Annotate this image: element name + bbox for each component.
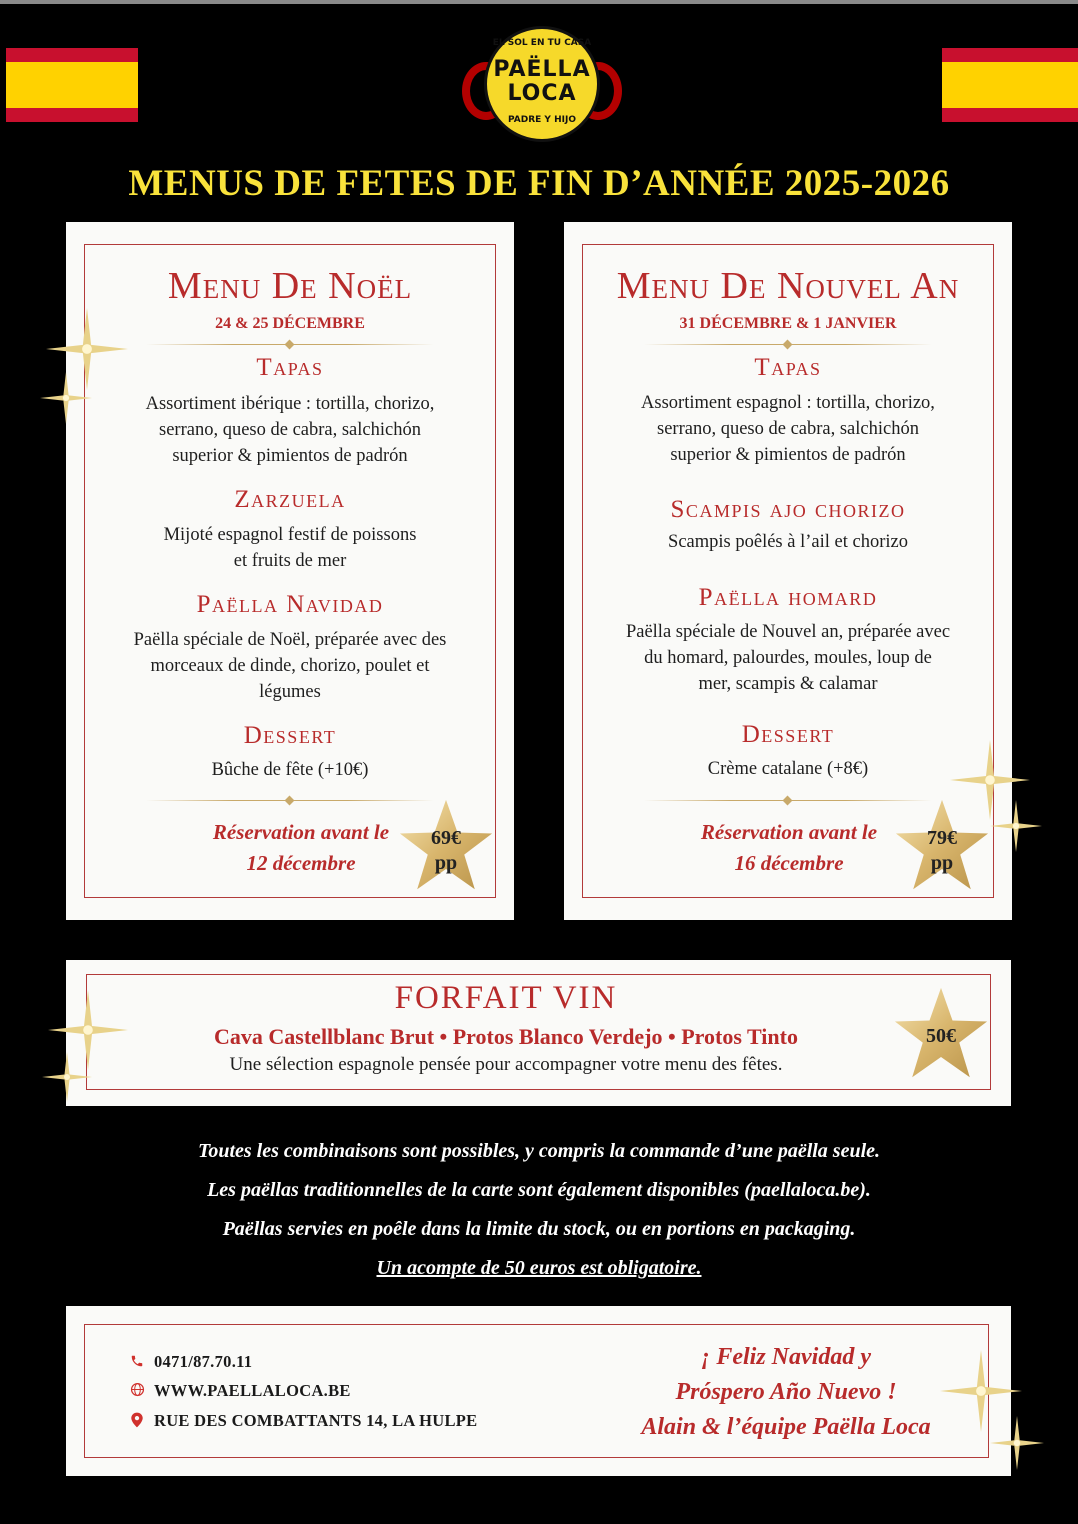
section-desc-tapas: Assortiment espagnol : tortilla, chorizo, serrano, queso de cabra, salchichón superior & pimientos de padrón	[641, 393, 935, 465]
note-line: Toutes les combinaisons sont possibles, y compris la commande d’une paëlla seule.	[197, 1140, 881, 1162]
price-value: 69€	[431, 827, 461, 849]
contact-phone	[130, 1352, 252, 1373]
note-line: Paëllas servies en poêle dans la limite du stock, ou en portions en packaging.	[222, 1218, 856, 1240]
price-unit: pp	[434, 852, 458, 874]
globe-icon	[130, 1382, 146, 1402]
reservation-deadline: Réservation avant le 16 décembre	[700, 820, 878, 875]
section-desc-dessert: Crème catalane (+8€)	[707, 759, 869, 779]
section-title-paella-navidad: Paëlla Navidad	[196, 591, 384, 618]
section-desc-tapas: Assortiment ibérique : tortilla, chorizo, serrano, queso de cabra, salchichón superior & pimientos de padrón	[145, 394, 435, 466]
price-star-badge	[398, 798, 494, 894]
reservation-deadline: Réservation avant le 12 décembre	[212, 820, 390, 875]
divider	[644, 344, 932, 345]
contact-address	[130, 1411, 477, 1433]
sparkle-icon	[990, 1416, 1044, 1470]
section-title-dessert: Dessert	[243, 722, 337, 749]
section-title-zarzuela: Zarzuela	[234, 486, 346, 513]
logo-name-line2: LOCA	[507, 81, 577, 106]
website-link[interactable]: WWW.PAELLALOCA.BE	[154, 1381, 351, 1400]
address-text: RUE DES COMBATTANTS 14, LA HULPE	[154, 1411, 478, 1430]
note-line: Les paëllas traditionnelles de la carte sont également disponibles (paellaloca.be).	[207, 1179, 871, 1201]
sparkle-icon	[40, 372, 92, 424]
wine-subtitle: Une sélection espagnole pensée pour accompagner votre menu des fêtes.	[229, 1054, 783, 1075]
section-title-dessert: Dessert	[741, 721, 835, 748]
section-desc-scampis: Scampis poêlés à l’ail et chorizo	[668, 532, 908, 552]
divider	[644, 800, 932, 801]
spain-flag-right	[942, 48, 1078, 122]
menu-noel-title: Menu De Noël	[167, 265, 413, 307]
phone-number[interactable]: 0471/87.70.11	[154, 1352, 253, 1371]
location-pin-icon	[130, 1412, 146, 1433]
greeting: ¡ Feliz Navidad y Próspero Año Nuevo ! Alain & l’équipe Paëlla Loca	[641, 1344, 931, 1440]
wine-title: FORFAIT VIN	[394, 980, 618, 1016]
section-title-scampis: Scampis ajo chorizo	[670, 496, 906, 523]
wine-list: Cava Castellblanc Brut • Protos Blanco Verdejo • Protos Tinto	[214, 1024, 798, 1049]
sparkle-icon	[42, 1052, 92, 1102]
section-title-paella-homard: Paëlla homard	[698, 584, 878, 611]
menu-noel-date: 24 & 25 DÉCEMBRE	[215, 315, 365, 332]
paella-loca-logo	[462, 26, 622, 142]
phone-icon	[130, 1353, 146, 1373]
price-value: 79€	[927, 827, 957, 849]
sparkle-icon	[990, 800, 1042, 852]
menu-nouvel-an-card	[564, 222, 1012, 920]
section-desc-dessert: Bûche de fête (+10€)	[211, 760, 369, 780]
section-desc-paella-homard: Paëlla spéciale de Nouvel an, préparée avec du homard, palourdes, moules, loup de mer, scampis & calamar	[625, 622, 951, 694]
section-desc-zarzuela: Mijoté espagnol festif de poissons et fruits de mer	[163, 525, 417, 571]
menu-nouvel-an-title: Menu De Nouvel An	[616, 265, 960, 307]
price-unit: pp	[930, 852, 954, 874]
section-title-tapas: Tapas	[754, 354, 822, 381]
logo-top-text: EL SOL EN TU CASA	[492, 38, 592, 48]
page-title: MENUS DE FETES DE FIN D’ANNÉE 2025-2026	[128, 163, 950, 204]
divider	[146, 344, 434, 345]
menu-nouvel-an-date: 31 DÉCEMBRE & 1 JANVIER	[679, 315, 897, 332]
deposit-note: Un acompte de 50 euros est obligatoire.	[376, 1257, 702, 1279]
menu-noel-card	[66, 222, 514, 920]
section-title-tapas: Tapas	[256, 354, 324, 381]
top-border	[0, 0, 1078, 4]
contact-website	[130, 1381, 351, 1402]
logo-name-line1: PAËLLA	[493, 57, 591, 82]
notes-block	[0, 1132, 1078, 1288]
section-desc-paella-navidad: Paëlla spéciale de Noël, préparée avec des morceaux de dinde, chorizo, poulet et légumes	[133, 630, 447, 702]
spain-flag-left	[6, 48, 138, 122]
wine-package-card	[66, 960, 1011, 1106]
logo-bottom-text: PADRE Y HIJO	[508, 115, 576, 125]
divider	[146, 800, 434, 801]
contact-card	[66, 1306, 1011, 1476]
price-star-badge	[893, 986, 989, 1082]
price-value: 50€	[926, 1025, 956, 1047]
